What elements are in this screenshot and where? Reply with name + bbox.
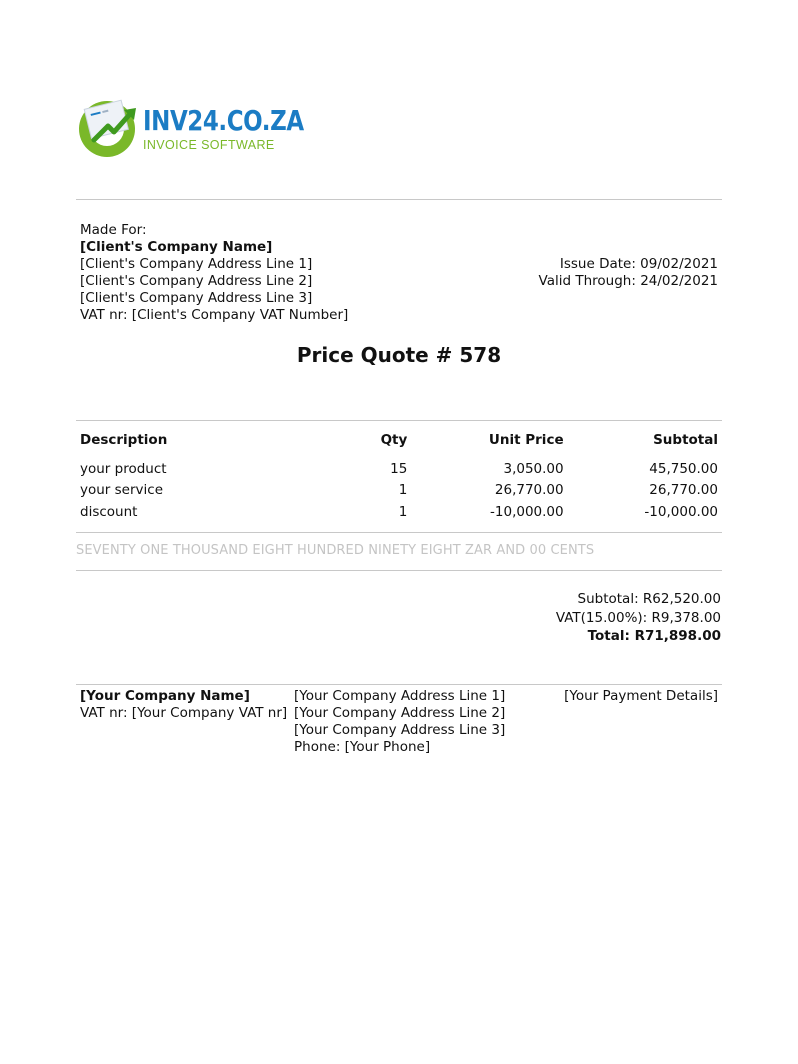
row-description: your product	[80, 460, 167, 477]
totals-block	[556, 590, 721, 646]
table-row	[76, 501, 722, 523]
client-vat: VAT nr: [Client's Company VAT Number]	[80, 307, 349, 323]
footer-address	[294, 688, 505, 756]
row-qty: 1	[398, 482, 408, 499]
table-row	[76, 480, 722, 502]
table-header-row	[76, 430, 722, 458]
row-subtotal: -10,000.00	[644, 503, 718, 520]
totals-subtotal: Subtotal: R62,520.00	[577, 591, 721, 607]
row-description: discount	[80, 503, 138, 520]
client-address-3: [Client's Company Address Line 3]	[80, 290, 313, 306]
totals-vat: VAT(15.00%): R9,378.00	[555, 609, 721, 626]
row-description: your service	[80, 482, 164, 499]
header-qty: Qty	[380, 432, 408, 448]
header-description: Description	[80, 432, 168, 448]
header-unit-price: Unit Price	[488, 432, 564, 448]
row-subtotal: 26,770.00	[649, 482, 718, 499]
logo-main-text: INV24.CO.ZA	[143, 104, 304, 137]
divider	[76, 570, 722, 571]
page-title: Price Quote # 578	[296, 343, 502, 367]
footer-address-3: [Your Company Address Line 3]	[294, 722, 506, 738]
footer-address-1: [Your Company Address Line 1]	[294, 688, 506, 704]
footer-company-vat: VAT nr: [Your Company VAT nr]	[80, 705, 288, 721]
row-qty: 15	[390, 460, 408, 477]
footer-company	[80, 688, 287, 722]
divider	[76, 420, 722, 421]
dates-block	[539, 256, 718, 290]
client-address-1: [Client's Company Address Line 1]	[80, 256, 313, 272]
row-unit-price: 3,050.00	[503, 460, 564, 477]
valid-through-date: Valid Through: 24/02/2021	[538, 273, 718, 289]
amount-in-words: SEVENTY ONE THOUSAND EIGHT HUNDRED NINETY EIGHT ZAR AND 00 CENTS	[76, 543, 595, 558]
footer-address-2: [Your Company Address Line 2]	[294, 705, 506, 721]
table-row	[76, 458, 722, 480]
footer-payment-details: [Your Payment Details]	[564, 688, 718, 704]
footer-company-name: [Your Company Name]	[80, 688, 250, 704]
client-block	[80, 222, 348, 324]
footer-phone: Phone: [Your Phone]	[294, 739, 431, 755]
logo-sub-text: INVOICE SOFTWARE	[143, 138, 275, 152]
divider	[76, 684, 722, 685]
issue-date: Issue Date: 09/02/2021	[559, 256, 718, 272]
client-name: [Client's Company Name]	[80, 239, 273, 255]
row-subtotal: 45,750.00	[649, 460, 718, 477]
row-unit-price: 26,770.00	[494, 482, 564, 499]
items-table	[76, 430, 722, 523]
client-address-2: [Client's Company Address Line 2]	[80, 273, 313, 289]
footer-payment	[564, 688, 718, 705]
row-qty: 1	[398, 503, 408, 520]
divider	[76, 532, 722, 533]
header-subtotal: Subtotal	[653, 432, 718, 448]
logo-wordmark	[143, 106, 339, 152]
divider	[76, 199, 722, 200]
made-for-label: Made For:	[80, 222, 147, 238]
row-unit-price: -10,000.00	[490, 503, 564, 520]
totals-total: Total: R71,898.00	[587, 628, 721, 644]
